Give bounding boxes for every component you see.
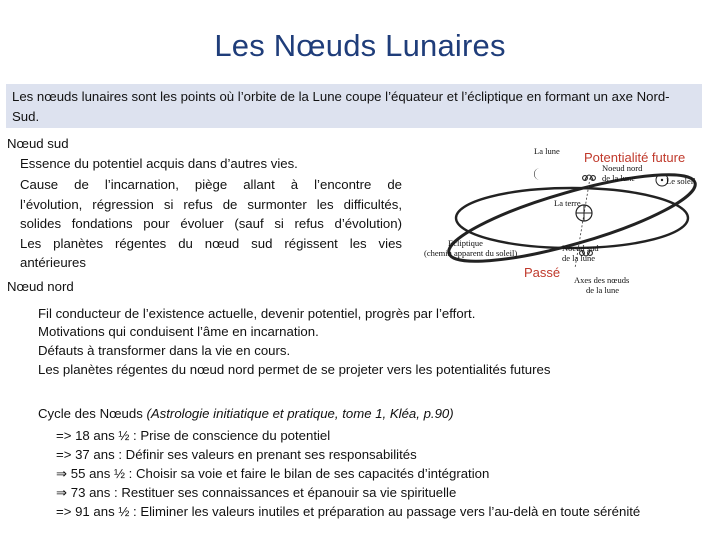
south-node-para-line: Cause de l’incarnation, piège allant à l’encontre de (20, 177, 402, 192)
south-node-label: de la lune (562, 253, 596, 263)
north-node-glyph (583, 175, 596, 180)
moon-symbol (534, 168, 540, 180)
lunar-nodes-diagram (412, 140, 717, 303)
ecliptic-ellipse (456, 188, 688, 248)
south-node-paragraph (20, 175, 402, 273)
south-node-para-line: antérieures (20, 255, 86, 270)
earth-label: La terre (554, 198, 581, 208)
cycle-item-text: 73 ans : Restituer ses connaissances et épanouir sa vie spirituelle (70, 485, 457, 500)
arrow-icon: => (56, 504, 72, 519)
south-node-line-essence: Essence du potentiel acquis dans d’autres vies. (20, 156, 298, 171)
south-node-para-line: solides fondations pour évoluer (sauf si refus d’évolution) (20, 216, 402, 231)
cycle-heading-main: Cycle des Nœuds (38, 406, 143, 421)
south-node-para-line: l’évolution, régression si refus de surmonter les difficultés, (20, 196, 402, 212)
cycle-item (56, 484, 456, 502)
north-node-line: Les planètes régentes du nœud nord permet de se projeter vers les potentialités futures (38, 362, 551, 377)
arrow-icon: ⇒ (56, 485, 68, 500)
arrow-icon: => (56, 447, 72, 462)
nodes-axis-label: Axes des nœuds (574, 275, 630, 285)
cycle-item (56, 465, 489, 483)
north-node-label: Noeud nord (602, 163, 643, 173)
cycle-item (56, 427, 330, 445)
nodes-axis-label: de la lune (586, 285, 620, 295)
sun-label: Le soleil (666, 176, 696, 186)
north-node-line: Fil conducteur de l’existence actuelle, devenir potentiel, progrès par l’effort. (38, 306, 476, 321)
north-node-line: Motivations qui conduisent l’âme en incarnation. (38, 324, 319, 339)
south-node-label: Noeud sud (562, 243, 599, 253)
cycle-item (56, 503, 640, 521)
arrow-icon: ⇒ (56, 466, 68, 481)
ecliptic-label: Ecliptique (448, 238, 483, 248)
cycle-item-text: 37 ans : Définir ses valeurs en prenant ses responsabilités (75, 447, 417, 462)
cycle-heading-ref: (Astrologie initiatique et pratique, tome 1, Kléa, p.90) (146, 406, 454, 421)
north-node-label: de la lune (602, 173, 636, 183)
past-label: Passé (524, 265, 561, 280)
potentiality-label: Potentialité future (584, 150, 686, 165)
intro-box: Les nœuds lunaires sont les points où l’orbite de la Lune coupe l’équateur et l’écliptique en formant un axe Nord-Sud. (6, 84, 702, 128)
page-title: Les Nœuds Lunaires (214, 28, 506, 63)
south-node-para-line: Les planètes régentes du nœud sud régissent les vies (20, 235, 402, 251)
arrow-icon: => (56, 428, 72, 443)
north-node-heading: Nœud nord (7, 279, 74, 294)
ecliptic-label: (chemin apparent du soleil) (424, 248, 518, 258)
cycle-item-text: 91 ans ½ : Eliminer les valeurs inutiles et préparation au passage vers l’au-delà en toute sérénité (75, 504, 641, 519)
moon-label: La lune (534, 146, 560, 156)
north-node-line: Défauts à transformer dans la vie en cours. (38, 343, 291, 358)
cycle-heading (38, 405, 454, 423)
cycle-item-text: 18 ans ½ : Prise de conscience du potentiel (75, 428, 331, 443)
south-node-heading: Nœud sud (7, 136, 69, 151)
cycle-item (56, 446, 417, 464)
cycle-item-text: 55 ans ½ : Choisir sa voie et faire le bilan de ses capacités d’intégration (70, 466, 490, 481)
